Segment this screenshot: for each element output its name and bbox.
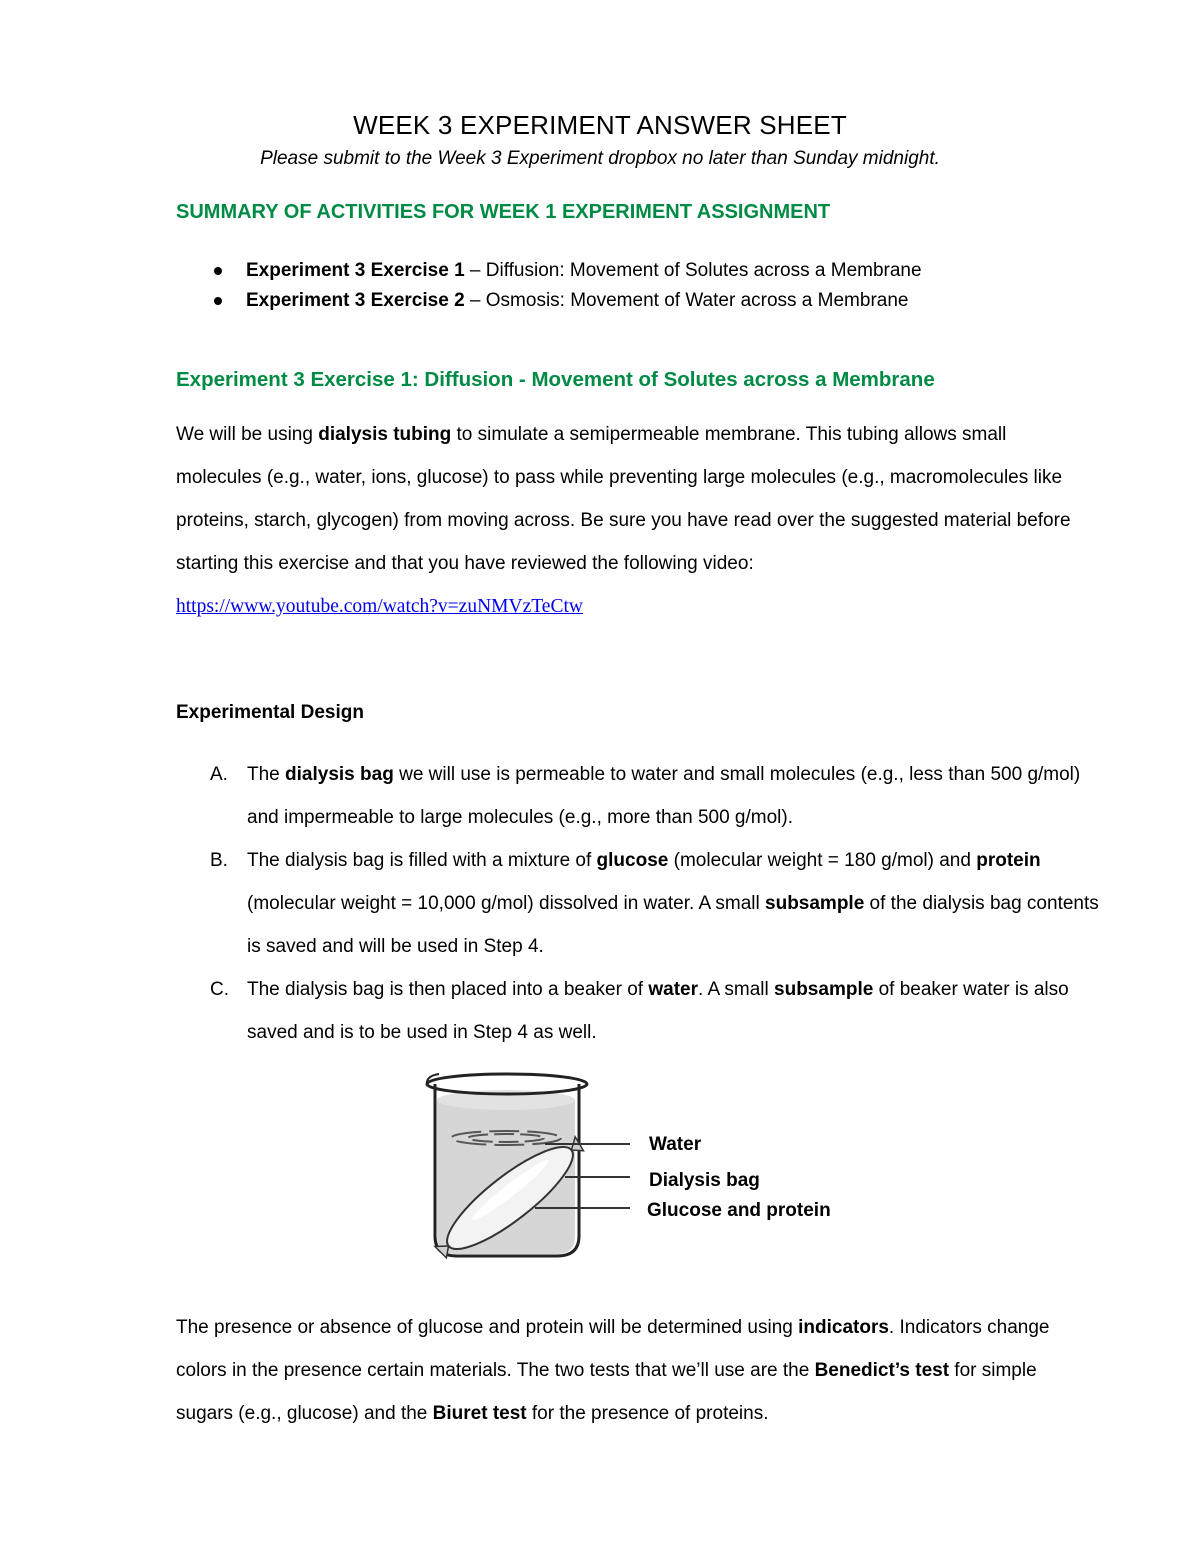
submission-note: Please submit to the Week 3 Experiment dropbox no later than Sunday midnight. [260,148,940,169]
bullet-icon [214,267,222,275]
label-glucose-protein: Glucose and protein [647,1200,831,1221]
design-steps [210,753,1100,1054]
beaker-diagram [415,1058,885,1278]
beaker-illustration [415,1058,885,1278]
step-letter: A. [210,764,228,785]
list-item: Experiment 3 Exercise 1 – Diffusion: Movement of Solutes across a Membrane [212,256,922,286]
step-item: C. The dialysis bag is then placed into a beaker of water. A small subsample of beaker water is also saved and is to be used in Step 4 as well. [210,968,1100,1054]
list-item: Experiment 3 Exercise 2 – Osmosis: Movement of Water across a Membrane [212,286,922,316]
step-item: A. The dialysis bag we will use is permeable to water and small molecules (e.g., less than 500 g/mol) and impermeable to large molecules (e.g., more than 500 g/mol). [210,753,1100,839]
video-link[interactable]: https://www.youtube.com/watch?v=zuNMVzTeCtw [176,596,583,617]
indicators-paragraph: The presence or absence of glucose and protein will be determined using indicators. Indicators change colors in the presence certain materials. The two tests that we’ll use are the Benedict’s test for simple sugars (e.g., glucose) and the Biuret test for the presence of proteins. [176,1317,1050,1424]
intro-paragraph: We will be using dialysis tubing to simulate a semipermeable membrane. This tubing allows small molecules (e.g., water, ions, glucose) to pass while preventing large molecules (e.g., macromolecules like proteins, starch, glycogen) from moving across. Be sure you have read over the suggested material before starting this exercise and that you have reviewed the following video: https://www.youtube.com/watch?v=zuNMVzTeCtw [176,424,1071,617]
step-letter: C. [210,979,229,1000]
activity-list [212,256,922,316]
summary-heading: SUMMARY OF ACTIVITIES FOR WEEK 1 EXPERIMENT ASSIGNMENT [176,201,831,223]
experimental-design-heading: Experimental Design [176,702,364,723]
step-letter: B. [210,850,228,871]
label-water: Water [649,1134,702,1155]
label-dialysis-bag: Dialysis bag [649,1170,760,1191]
page-title: WEEK 3 EXPERIMENT ANSWER SHEET [353,110,847,140]
exercise-1-heading: Experiment 3 Exercise 1: Diffusion - Movement of Solutes across a Membrane [176,368,935,391]
bullet-icon [214,297,222,305]
step-item: B. The dialysis bag is filled with a mixture of glucose (molecular weight = 180 g/mol) and protein (molecular weight = 10,000 g/mol) dissolved in water. A small subsample of the dialysis bag contents is saved and will be used in Step 4. [210,839,1100,968]
